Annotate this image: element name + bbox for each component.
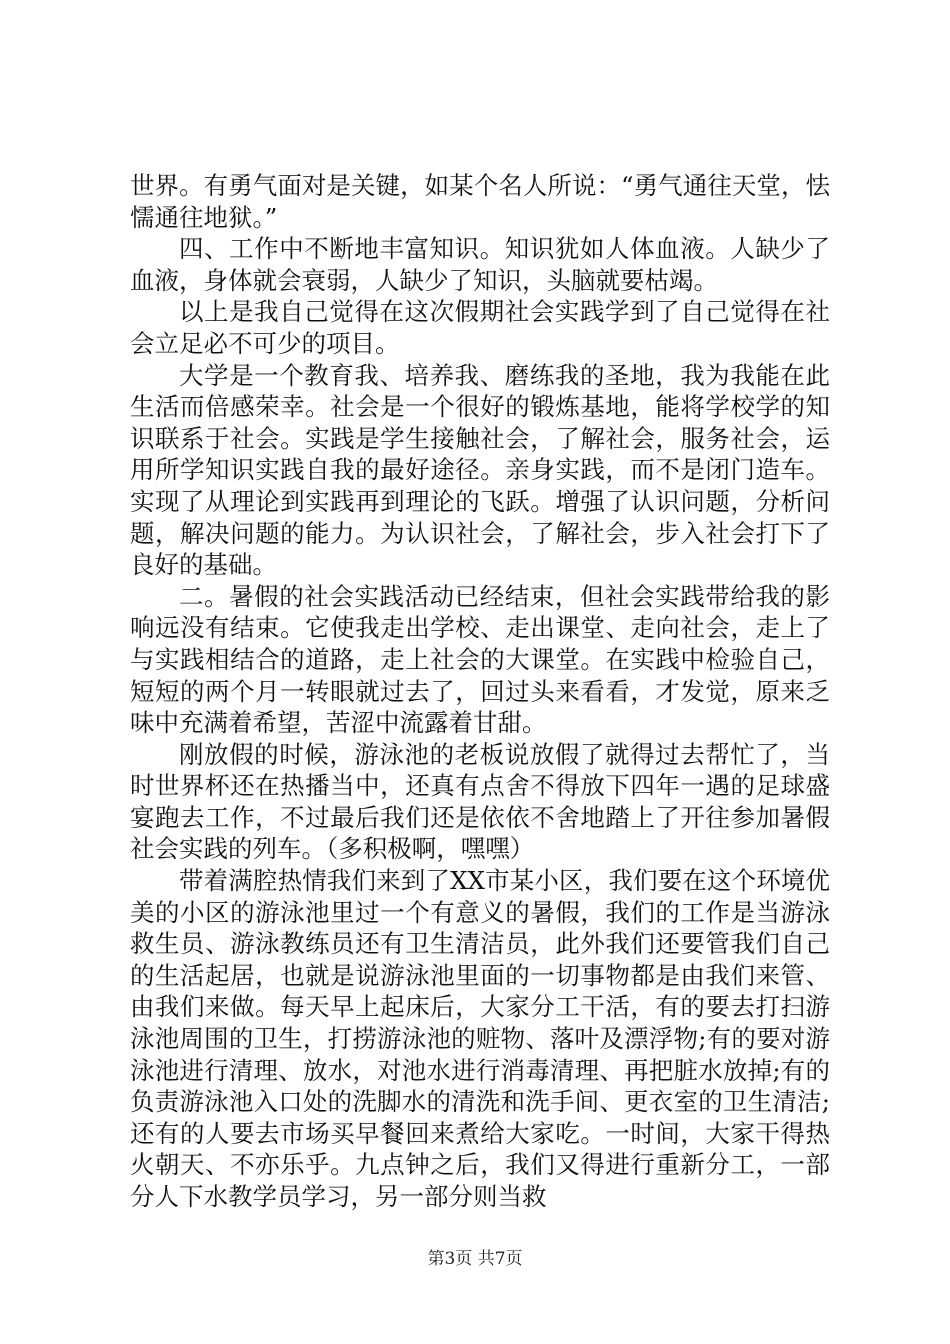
page-number-label: 第3页 共7页 [427, 1249, 523, 1269]
document-body [130, 170, 830, 1213]
page-footer [0, 1244, 950, 1269]
paragraph-5: 二。暑假的社会实践活动已经结束，但社会实践带给我的影响远没有结束。它使我走出学校、走出课堂、走向社会，走上了与实践相结合的道路，走上社会的大课堂。在实践中检验自己，短短的两个月一转眼就过去了，回过头来看看，才发觉，原来乏味中充满着希望，苦涩中流露着甘甜。 [130, 581, 830, 738]
paragraph-7: 带着满腔热情我们来到了XX市某小区，我们要在这个环境优美的小区的游泳池里过一个有意义的暑假，我们的工作是当游泳救生员、游泳教练员还有卫生清洁员，此外我们还要管我们自己的生活起居，也就是说游泳池里面的一切事物都是由我们来管、由我们来做。每天早上起床后，大家分工干活，有的要去打扫游泳池周围的卫生，打捞游泳池的赃物、落叶及漂浮物;有的要对游泳池进行清理、放水，对池水进行消毒清理、再把脏水放掉;有的负责游泳池入口处的洗脚水的清洗和洗手间、更衣室的卫生清洁;还有的人要去市场买早餐回来煮给大家吃。一时间，大家干得热火朝天、不亦乐乎。九点钟之后，我们又得进行重新分工，一部分人下水教学员学习，另一部分则当救 [130, 866, 830, 1211]
paragraph-1: 世界。有勇气面对是关键，如某个名人所说：“勇气通往天堂，怯懦通往地狱。” [130, 171, 830, 232]
paragraph-3: 以上是我自己觉得在这次假期社会实践学到了自己觉得在社会立足必不可少的项目。 [130, 297, 830, 358]
paragraph-6: 刚放假的时候，游泳池的老板说放假了就得过去帮忙了，当时世界杯还在热播当中，还真有点舍不得放下四年一遇的足球盛宴跑去工作，不过最后我们还是依依不舍地踏上了开往参加暑假社会实践的列车。（多积极啊，嘿嘿） [130, 739, 830, 864]
paragraph-4: 大学是一个教育我、培养我、磨练我的圣地，我为我能在此生活而倍感荣幸。社会是一个很好的锻炼基地，能将学校学的知识联系于社会。实践是学生接触社会，了解社会，服务社会，运用所学知识实践自我的最好途径。亲身实践，而不是闭门造车。实现了从理论到实践再到理论的飞跃。增强了认识问题，分析问题，解决问题的能力。为认识社会，了解社会，步入社会打下了良好的基础。 [130, 360, 830, 580]
paragraph-2: 四、工作中不断地丰富知识。知识犹如人体血液。人缺少了血液，身体就会衰弱，人缺少了知识，头脑就要枯竭。 [130, 234, 830, 295]
